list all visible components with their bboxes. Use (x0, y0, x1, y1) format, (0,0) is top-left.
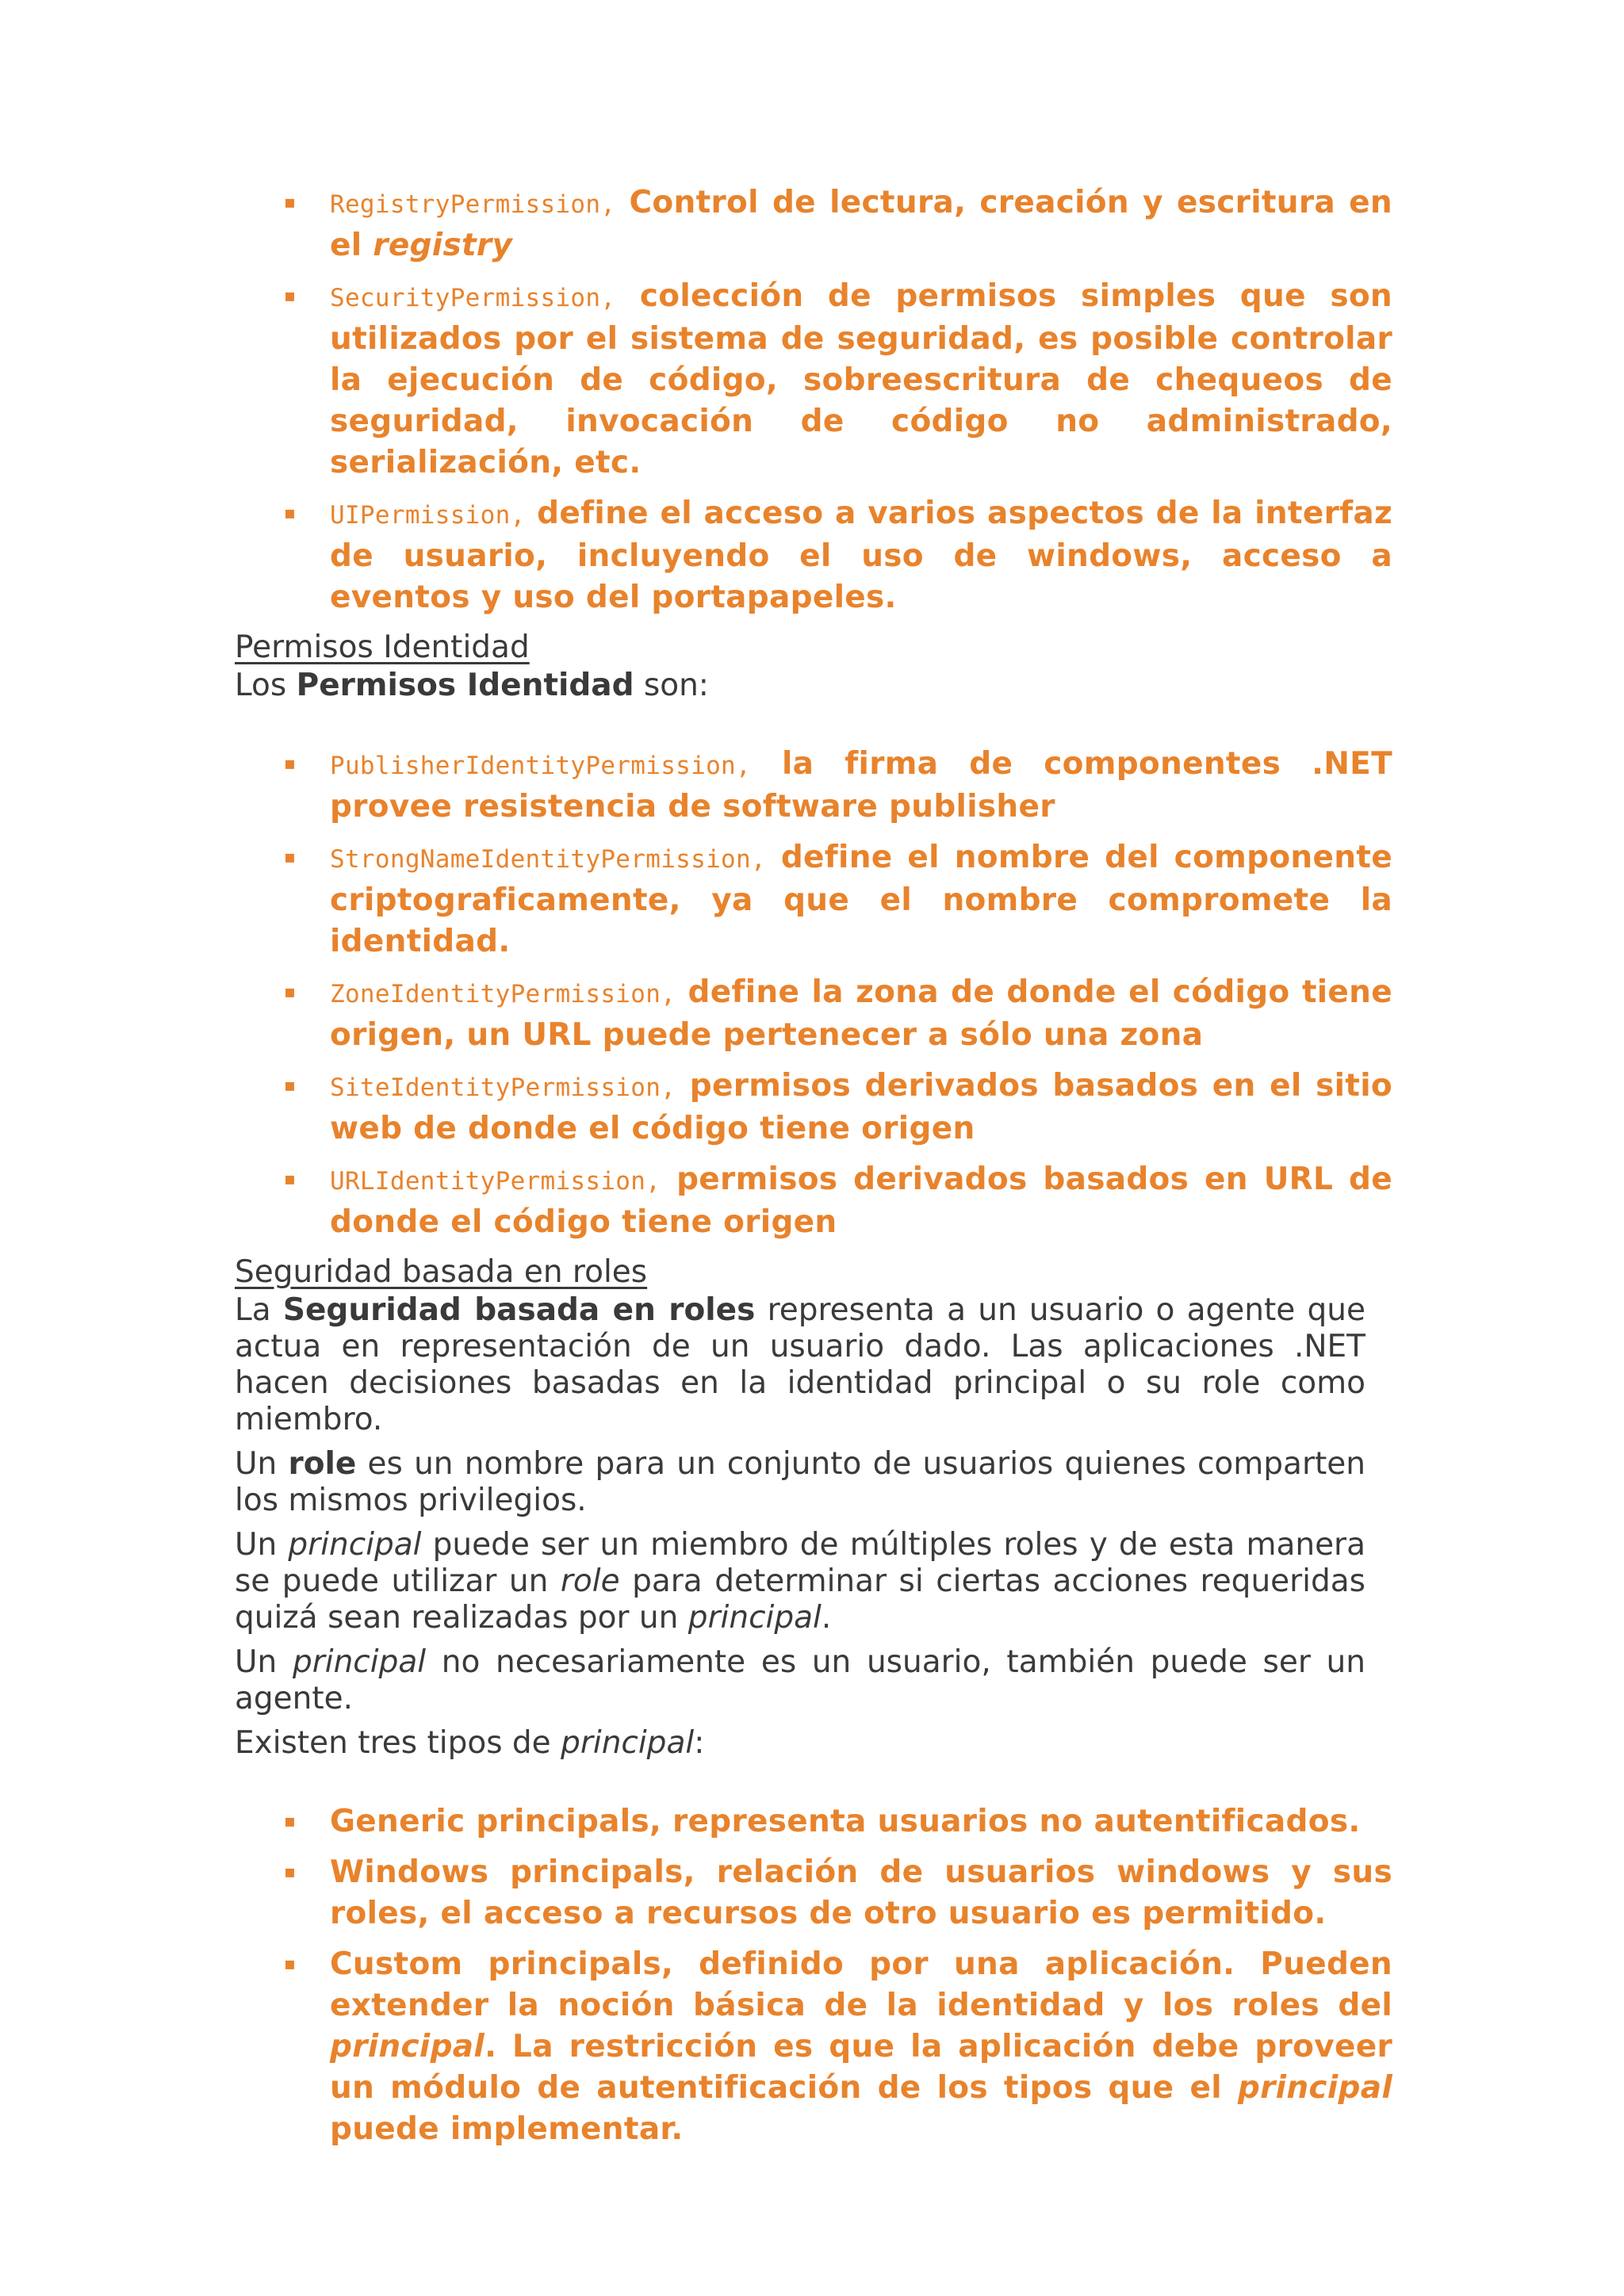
italic-term: role (560, 1563, 620, 1599)
section-heading-identity: Permisos Identidad (235, 629, 530, 665)
bullet-marker: ▪ (284, 982, 297, 1002)
text-span: Existen tres tipos de (235, 1725, 561, 1761)
italic-term: principal (288, 1527, 422, 1563)
section-heading-roles: Seguridad basada en roles (235, 1254, 648, 1290)
list-item (235, 1159, 1392, 1243)
identity-intro (235, 668, 1365, 704)
bold-term: Permisos Identidad (296, 668, 634, 703)
roles-paragraph-3 (235, 1527, 1365, 1636)
list-item (235, 1852, 1392, 1934)
text-span: Un (235, 1446, 289, 1482)
list-item (235, 493, 1392, 618)
list-item (235, 972, 1392, 1056)
bullet-marker: ▪ (284, 1076, 297, 1096)
code-term: ZoneIdentityPermission (330, 980, 661, 1008)
code-term: StrongNameIdentityPermission (330, 845, 751, 874)
text-span: puede ser un miembro de múltiples roles y de esta manera se puede utilizar un (235, 1527, 1365, 1599)
bullet-marker: ▪ (284, 848, 297, 867)
text-span: Un (235, 1644, 293, 1680)
text-span: es un nombre para un conjunto de usuarios quienes comparten los mismos privilegios. (235, 1446, 1365, 1518)
document-page (235, 182, 1392, 2160)
item-text: la firma de componentes .NET provee resistencia de software publisher (330, 746, 1392, 825)
item-italic: principal (330, 2029, 485, 2064)
identity-permission-list (235, 744, 1392, 1243)
item-text: define el acceso a varios aspectos de la interfaz de usuario, incluyendo el uso de windows, acceso a eventos y uso del portapapeles. (330, 496, 1392, 615)
list-item (235, 744, 1392, 828)
item-italic: principal (1237, 2070, 1392, 2106)
list-item (235, 1801, 1392, 1843)
code-term: URLIdentityPermission (330, 1167, 646, 1196)
item-italic: registry (373, 228, 513, 263)
item-text: Custom principals, definido por una aplicación. Pueden extender la noción básica de la identidad y los roles del (330, 1946, 1392, 2023)
item-text: . La restricción es que la aplicación debe proveer un módulo de autentificación de los tipos que el (330, 2029, 1392, 2106)
roles-paragraph-5 (235, 1725, 1365, 1762)
bullet-marker: ▪ (284, 1862, 297, 1882)
separator: , (750, 845, 766, 874)
bullet-marker: ▪ (284, 193, 297, 212)
text-span: para determinar si ciertas acciones requeridas quizá sean realizadas por un (235, 1563, 1365, 1636)
item-text: define la zona de donde el código tiene origen, un URL puede pertenecer a sólo una zona (330, 974, 1392, 1053)
text-span: : (694, 1725, 705, 1761)
code-term: UIPermission (330, 501, 511, 530)
bullet-marker: ▪ (284, 754, 297, 774)
code-term: RegistryPermission (330, 190, 601, 219)
bullet-marker: ▪ (284, 1812, 297, 1831)
list-item (235, 837, 1392, 962)
text-span: Un (235, 1527, 289, 1563)
italic-term: principal (292, 1644, 427, 1680)
item-text: Control de lectura, creación y escritura en el (330, 185, 1392, 263)
list-item (235, 276, 1392, 484)
item-text: permisos derivados basados en el sitio web de donde el código tiene origen (330, 1068, 1392, 1146)
bullet-marker: ▪ (284, 1169, 297, 1189)
roles-paragraph-1 (235, 1292, 1365, 1438)
separator: , (661, 1073, 676, 1102)
item-text: colección de permisos simples que son utilizados por el sistema de seguridad, es posible controlar la ejecución de código, sobreescritura de chequeos de seguridad, invocación de código no administrado, serialización, etc. (330, 278, 1392, 480)
code-term: SecurityPermission (330, 284, 601, 312)
roles-paragraph-4 (235, 1644, 1365, 1717)
text-span: representa a un usuario o agente que actua en representación de un usuario dado. Las aplicaciones .NET hacen decisiones basadas en la identidad principal o su role como miembro. (235, 1292, 1365, 1437)
separator: , (510, 501, 526, 530)
roles-paragraph-2 (235, 1446, 1365, 1519)
item-text: puede implementar. (330, 2111, 684, 2147)
separator: , (600, 190, 616, 219)
italic-term: principal (561, 1725, 695, 1761)
text-span: . (821, 1600, 832, 1636)
code-term: PublisherIdentityPermission (330, 752, 737, 780)
code-term: SiteIdentityPermission (330, 1073, 661, 1102)
italic-term: principal (688, 1600, 822, 1636)
item-text: define el nombre del componente criptograficamente, ya que el nombre compromete la identidad. (330, 840, 1392, 959)
separator: , (661, 980, 676, 1008)
list-item (235, 1944, 1392, 2150)
list-item (235, 182, 1392, 266)
item-text: permisos derivados basados en URL de donde el código tiene origen (330, 1161, 1392, 1240)
bold-term: Seguridad basada en roles (282, 1292, 756, 1328)
item-text: Windows principals, relación de usuarios windows y sus roles, el acceso a recursos de otro usuario es permitido. (330, 1854, 1392, 1931)
bullet-marker: ▪ (284, 503, 297, 523)
bold-term: role (288, 1446, 357, 1482)
separator: , (736, 752, 751, 780)
separator: , (600, 284, 616, 312)
bullet-marker: ▪ (284, 286, 297, 306)
list-item (235, 1066, 1392, 1150)
permission-list (235, 182, 1392, 618)
separator: , (645, 1167, 661, 1196)
text-span: Los (235, 668, 297, 703)
text-span: La (235, 1292, 283, 1328)
bullet-marker: ▪ (284, 1954, 297, 1974)
principal-types-list (235, 1801, 1392, 2150)
item-text: Generic principals, representa usuarios no autentificados. (330, 1804, 1361, 1839)
text-span: no necesariamente es un usuario, también puede ser un agente. (235, 1644, 1365, 1716)
text-span: son: (634, 668, 709, 703)
